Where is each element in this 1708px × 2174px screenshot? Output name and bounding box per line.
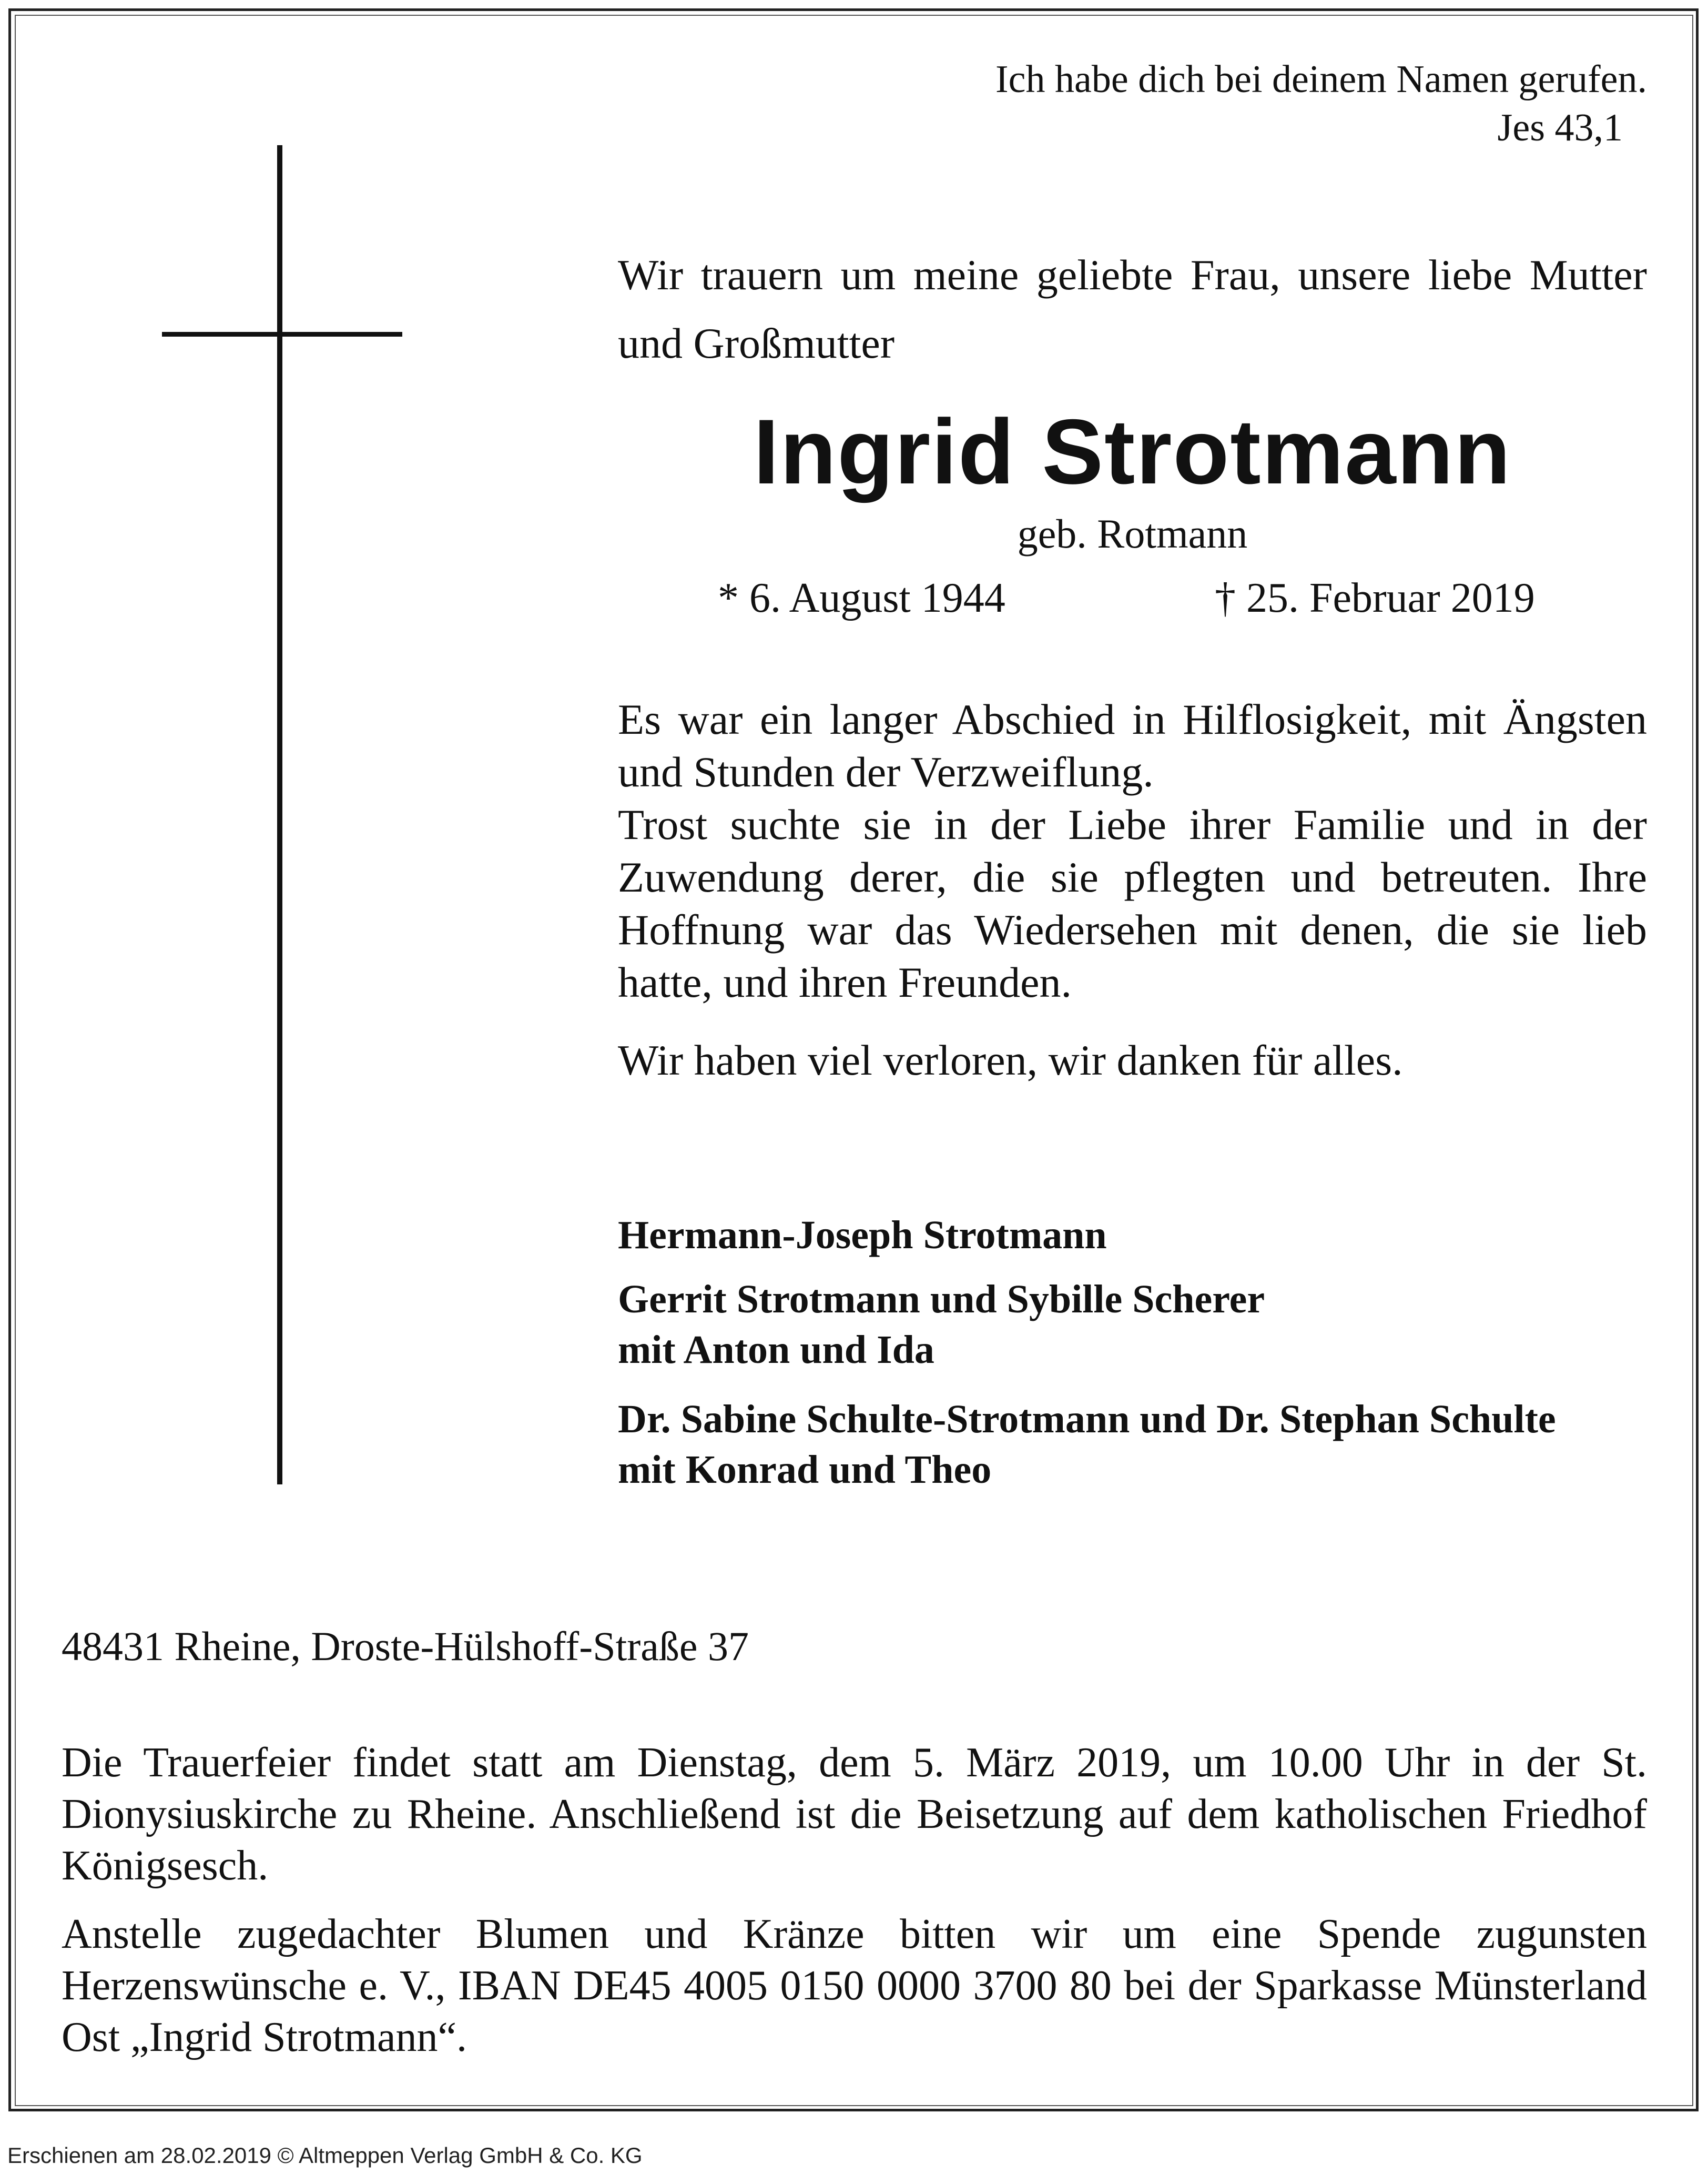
bible-verse bbox=[911, 55, 1647, 152]
death-date: † 25. Februar 2019 bbox=[1215, 575, 1535, 621]
cross-horizontal-bar bbox=[162, 332, 402, 337]
family-member-daughter bbox=[618, 1394, 1664, 1495]
donation-info: Anstelle zugedachter Blumen und Kränze bitten wir um eine Spende zugunsten Herzenswünsche e. V., IBAN DE45 4005 0150 0000 3700 80 bei der Sparkasse Münsterland Ost „Ingrid Strotmann“. bbox=[62, 1911, 1647, 2060]
family-line: mit Konrad und Theo bbox=[618, 1448, 992, 1492]
family-member-husband bbox=[618, 1210, 1664, 1260]
cross-vertical-bar bbox=[277, 145, 282, 1484]
funeral-service-info: Die Trauerfeier findet statt am Dienstag, dem 5. März 2019, um 10.00 Uhr in der St. Dionysiuskirche zu Rheine. Anschließend ist die Beisetzung auf dem katholischen Friedhof Königsesch. bbox=[62, 1740, 1647, 1889]
family-member-son bbox=[618, 1274, 1664, 1375]
deceased-name: Ingrid Strotmann bbox=[753, 401, 1512, 503]
family-address: 48431 Rheine, Droste-Hülshoff-Straße 37 bbox=[62, 1623, 749, 1669]
family-line: Gerrit Strotmann und Sybille Scherer bbox=[618, 1277, 1265, 1321]
verse-text: Ich habe dich bei deinem Namen gerufen. bbox=[995, 58, 1647, 101]
family-line: Hermann-Joseph Strotmann bbox=[618, 1213, 1107, 1257]
family-line: mit Anton und Ida bbox=[618, 1328, 934, 1372]
family-line: Dr. Sabine Schulte-Strotmann und Dr. Stephan Schulte bbox=[618, 1397, 1556, 1441]
birth-name: geb. Rotmann bbox=[1017, 511, 1248, 557]
paragraph-farewell: Es war ein langer Abschied in Hilflosigkeit, mit Ängsten und Stunden der Verzweiflung. bbox=[618, 695, 1647, 796]
publication-footer: Erschienen am 28.02.2019 © Altmeppen Verlag GmbH & Co. KG bbox=[7, 2143, 643, 2168]
intro-text: Wir trauern um meine geliebte Frau, unsere liebe Mutter und Großmutter bbox=[618, 251, 1647, 367]
paragraph-comfort: Trost suchte sie in der Liebe ihrer Familie und in der Zuwendung derer, die sie pflegten und betreuten. Ihre Hoffnung war das Wiedersehen mit denen, die sie lieb hatte, und ihren Freunden. bbox=[618, 801, 1647, 1006]
verse-reference: Jes 43,1 bbox=[1497, 106, 1623, 149]
birth-date: * 6. August 1944 bbox=[718, 575, 1005, 621]
paragraph-thanks: Wir haben viel verloren, wir danken für alles. bbox=[618, 1036, 1403, 1084]
